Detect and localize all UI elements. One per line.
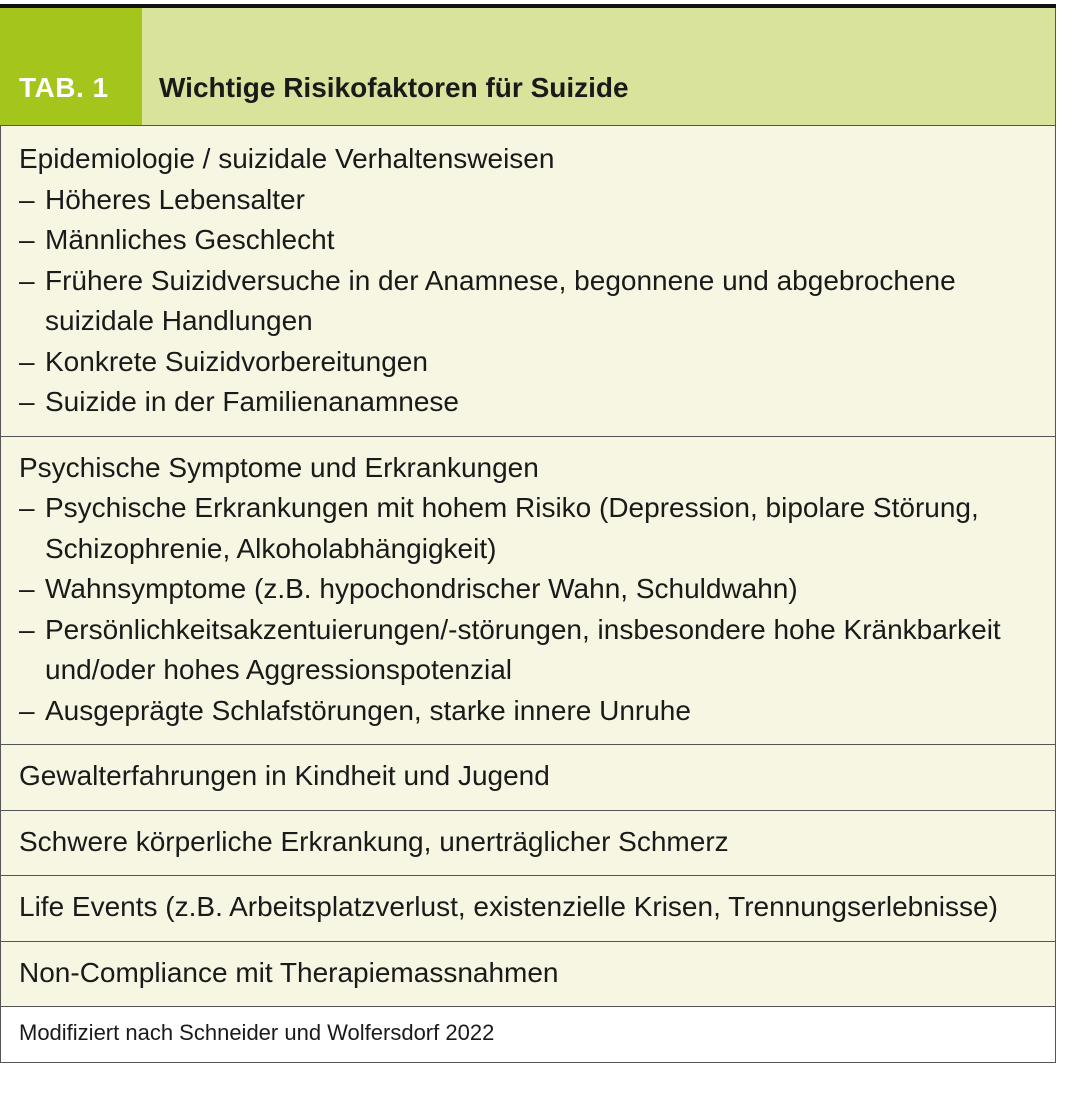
row-heading: Life Events (z.B. Arbeitsplatzverlust, existenzielle Krisen, Trennungserlebnisse) — [19, 891, 998, 922]
table-number-label: TAB. 1 — [0, 8, 142, 125]
row-heading: Psychische Symptome und Erkrankungen — [19, 451, 539, 483]
table-row-epidemiology — [1, 126, 1055, 436]
source-text: Modifiziert nach Schneider und Wolfersdorf 2022 — [19, 1020, 495, 1045]
list-item: – Konkrete Suizidvorbereitungen — [19, 345, 428, 377]
risk-factor-table — [0, 4, 1056, 1063]
list-item: – Psychische Erkrankungen mit hohem Risiko (Depression, bipolare Störung, Schizophrenie, Alkoholabhängigkeit) — [19, 492, 979, 564]
list-item: – Persönlichkeitsakzentuierungen/-störungen, insbesondere hohe Kränkbarkeit und/oder hohes Aggressionspotenzial — [19, 613, 1001, 685]
row-heading: Non-Compliance mit Therapiemassnahmen — [19, 956, 559, 988]
table-source-note — [1, 1006, 1055, 1062]
table-row-life-events — [1, 875, 1055, 941]
row-heading: Schwere körperliche Erkrankung, unerträglicher Schmerz — [19, 825, 729, 857]
table-title: Wichtige Risikofaktoren für Suizide — [142, 8, 1055, 125]
table-row-non-compliance — [1, 941, 1055, 1007]
list-item: – Ausgeprägte Schlafstörungen, starke innere Unruhe — [19, 694, 691, 726]
list-item: – Männliches Geschlecht — [19, 224, 335, 255]
row-heading: Gewalterfahrungen in Kindheit und Jugend — [19, 760, 550, 791]
row-heading: Epidemiologie / suizidale Verhaltensweisen — [19, 143, 555, 174]
table-header — [0, 8, 1056, 125]
list-item: – Wahnsymptome (z.B. hypochondrischer Wahn, Schuldwahn) — [19, 573, 798, 604]
table-body — [0, 125, 1056, 1063]
table-row-psychiatric — [1, 436, 1055, 745]
table-row-violence — [1, 744, 1055, 810]
list-item: – Höheres Lebensalter — [19, 183, 305, 215]
table-row-physical-illness — [1, 810, 1055, 876]
list-item: – Frühere Suizidversuche in der Anamnese, begonnene und abgebrochene suizidale Handlungen — [19, 264, 956, 336]
list-item: – Suizide in der Familienanamnese — [19, 386, 459, 417]
